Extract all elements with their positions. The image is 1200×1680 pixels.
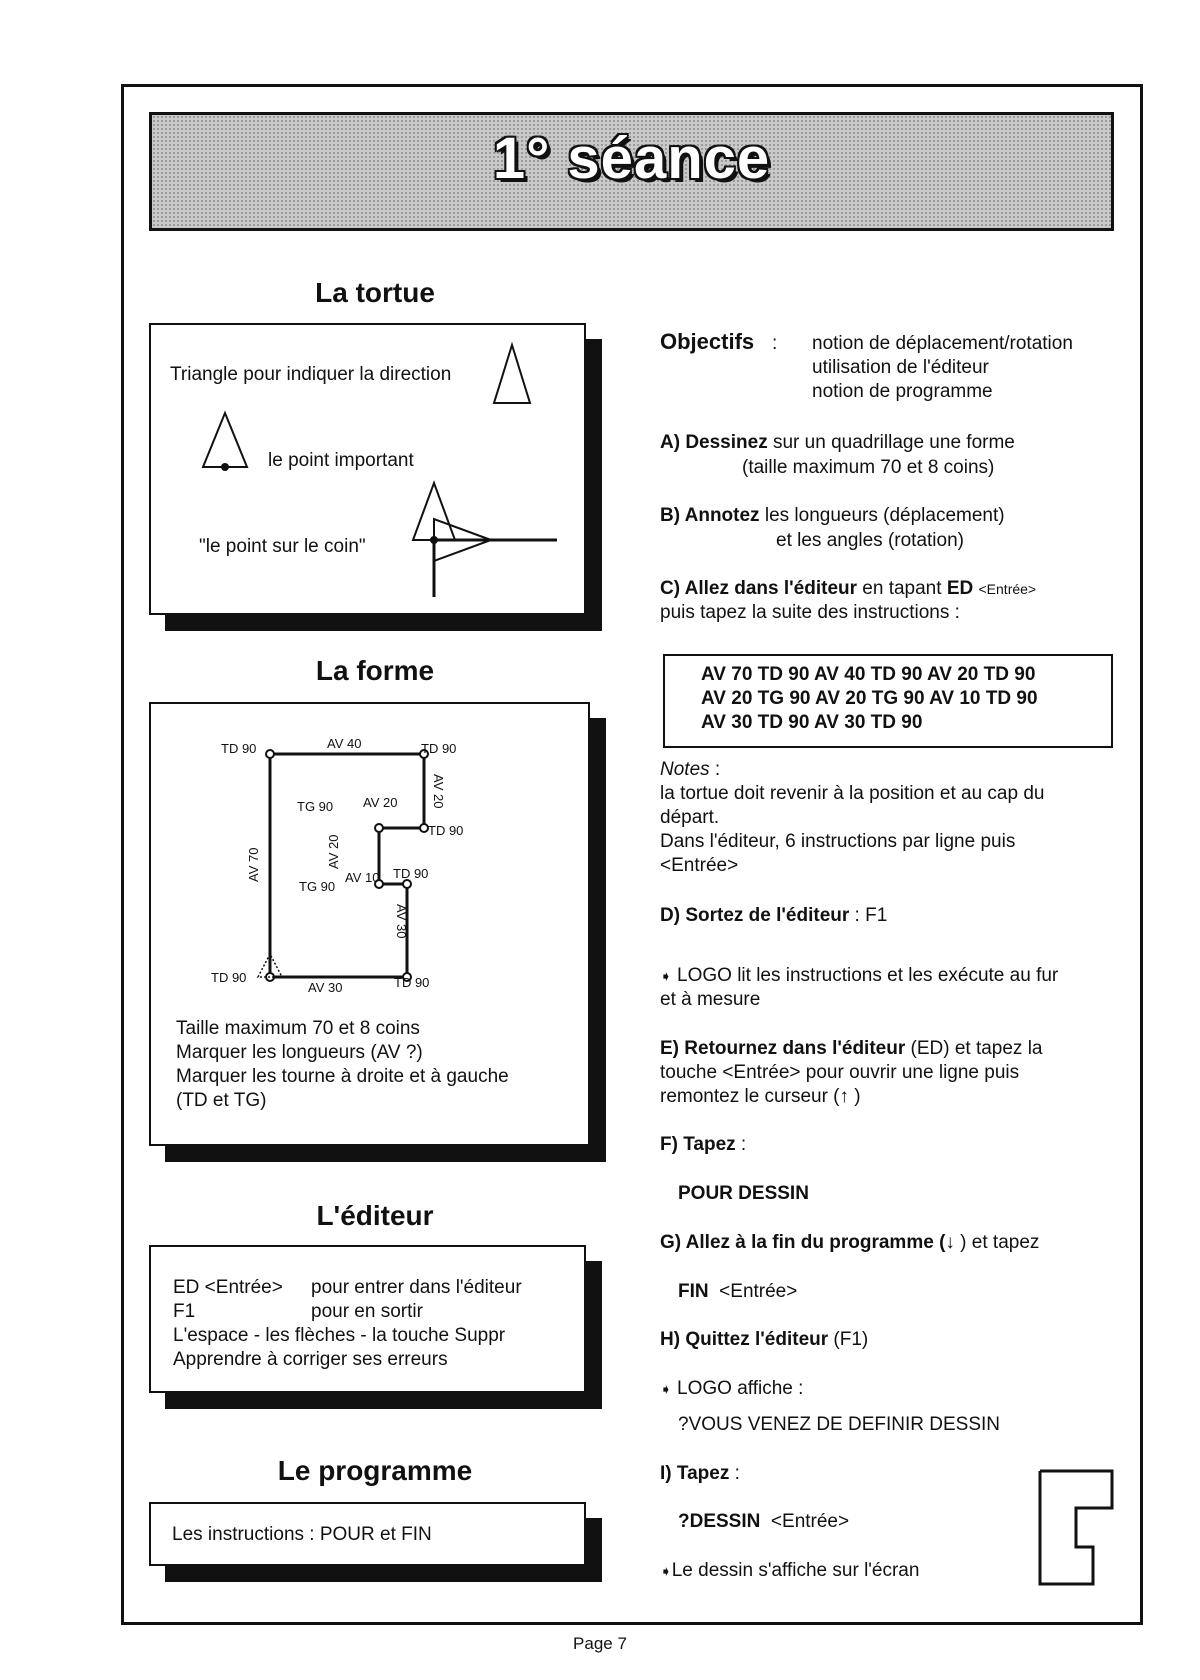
step-c xyxy=(660,577,1036,601)
corner-point-icon xyxy=(413,483,557,597)
programme-box xyxy=(149,1502,586,1566)
step-g xyxy=(660,1231,1039,1255)
title-banner xyxy=(149,112,1114,231)
editeur-key-2: F1 xyxy=(173,1301,196,1322)
label-av20-vertical-2: AV 20 xyxy=(326,834,341,869)
step-d-text: : F1 xyxy=(849,905,888,926)
forme-note-line: (TD et TG) xyxy=(176,1090,267,1111)
notes-line: la tortue doit revenir à la position et au cap du xyxy=(660,783,1045,804)
objectifs-label-text: Objectifs xyxy=(660,329,755,354)
label-av30-horizontal: AV 30 xyxy=(308,980,343,995)
tortue-box xyxy=(149,323,586,615)
label-av20-horizontal: AV 20 xyxy=(363,795,398,810)
step-d-label: D) Sortez de l'éditeur xyxy=(660,905,850,926)
pointer-icon: ➧ xyxy=(660,968,672,984)
fin-entree: <Entrée> xyxy=(719,1281,798,1302)
step-a-text-2: (taille maximum 70 et 8 coins) xyxy=(742,457,995,478)
objectif-item: notion de déplacement/rotation xyxy=(812,333,1073,354)
page-title: 1° séance xyxy=(492,126,771,191)
fin-line xyxy=(678,1280,797,1304)
forme-notes xyxy=(176,1017,509,1113)
step-i xyxy=(660,1462,740,1486)
notes-line: départ. xyxy=(660,807,720,828)
shape-diagram xyxy=(151,704,592,1004)
editeur-key-1: ED <Entrée> xyxy=(173,1277,283,1298)
label-td90-tr: TD 90 xyxy=(421,741,457,756)
step-a xyxy=(660,431,1015,455)
notes-label: Notes xyxy=(660,759,710,780)
label-td90-bl: TD 90 xyxy=(211,970,247,985)
direction-triangle-icon xyxy=(494,345,530,403)
editeur-val-1: pour entrer dans l'éditeur xyxy=(311,1277,522,1298)
pointer-icon: ➧ xyxy=(660,1381,672,1397)
step-e-text: (ED) et tapez la xyxy=(905,1038,1043,1059)
step-c-text-2: puis tapez la suite des instructions : xyxy=(660,602,960,623)
corner-text: "le point sur le coin" xyxy=(199,536,366,557)
step-c-text: en tapant xyxy=(857,578,947,599)
notes-line: Dans l'éditeur, 6 instructions par ligne puis xyxy=(660,831,1016,852)
step-a-text: sur un quadrillage une forme xyxy=(767,432,1015,453)
label-td90-tl: TD 90 xyxy=(221,741,257,756)
pointer-icon: ➧ xyxy=(660,1563,672,1579)
editeur-val-2: pour en sortir xyxy=(311,1301,423,1322)
logo-note-2 xyxy=(660,1377,803,1401)
label-tg90-b: TG 90 xyxy=(299,879,336,894)
step-h-text: (F1) xyxy=(828,1329,869,1350)
forme-note-line: Marquer les tourne à droite et à gauche xyxy=(176,1066,509,1087)
step-c-label: C) Allez dans l'éditeur xyxy=(660,578,858,599)
forme-note-line: Marquer les longueurs (AV ?) xyxy=(176,1042,423,1063)
step-e xyxy=(660,1037,1043,1109)
label-td90-m: TD 90 xyxy=(393,866,429,881)
step-b-text: les longueurs (déplacement) xyxy=(759,505,1005,526)
code-line: AV 20 TG 90 AV 20 TG 90 AV 10 TD 90 xyxy=(701,688,1038,709)
label-av20-vertical: AV 20 xyxy=(431,774,446,809)
logo-note-1-line-2: et à mesure xyxy=(660,989,761,1010)
point-text: le point important xyxy=(268,450,414,471)
step-c-entree: <Entrée> xyxy=(978,581,1037,597)
label-tg90-a: TG 90 xyxy=(297,799,334,814)
corner-marker xyxy=(266,750,274,758)
objectifs-label xyxy=(660,330,754,354)
dessin-line xyxy=(678,1510,849,1534)
step-e-close: ) xyxy=(849,1086,861,1107)
objectifs-colon: : xyxy=(772,333,778,354)
logo-note-1 xyxy=(660,964,1058,1012)
result-shape-icon xyxy=(1037,1468,1117,1588)
corner-marker xyxy=(420,824,428,832)
editeur-line-1: L'espace - les flèches - la touche Suppr xyxy=(173,1325,506,1346)
label-td90-br: TD 90 xyxy=(394,975,430,990)
step-a-label: A) Dessinez xyxy=(660,432,768,453)
notes-line: <Entrée> xyxy=(660,855,739,876)
logo-note-1-line-1: LOGO lit les instructions et les exécute au fur xyxy=(677,965,1059,986)
heading-editeur: L'éditeur xyxy=(316,1200,434,1231)
dessin-keyword: ?DESSIN xyxy=(678,1511,761,1532)
step-g-label: G) Allez à la fin du programme xyxy=(660,1232,934,1253)
turtle-illustrations xyxy=(151,325,588,617)
step-c-ed: ED xyxy=(946,578,974,599)
dessin-entree: <Entrée> xyxy=(770,1511,850,1532)
code-line: AV 70 TD 90 AV 40 TD 90 AV 20 TD 90 xyxy=(701,664,1036,685)
page-number: Page 7 xyxy=(573,1634,627,1653)
label-av40: AV 40 xyxy=(327,736,362,751)
notes-colon: : xyxy=(709,759,721,780)
code-box xyxy=(663,654,1113,748)
label-av10: AV 10 xyxy=(345,870,380,885)
label-av30-vertical: AV 30 xyxy=(394,904,409,939)
step-e-label: E) Retournez dans l'éditeur xyxy=(660,1038,906,1059)
editeur-line-2: Apprendre à corriger ses erreurs xyxy=(173,1349,448,1370)
vous-venez: ?VOUS VENEZ DE DEFINIR DESSIN xyxy=(678,1414,1001,1435)
arrow-up-icon: ↑ xyxy=(839,1086,850,1107)
code-line: AV 30 TD 90 AV 30 TD 90 xyxy=(701,712,923,733)
notes-heading xyxy=(660,758,720,782)
step-e-line-2: touche <Entrée> pour ouvrir une ligne puis xyxy=(660,1062,1020,1083)
forme-note-line: Taille maximum 70 et 8 coins xyxy=(176,1018,420,1039)
notes-body xyxy=(660,782,1044,878)
heading-forme: La forme xyxy=(315,655,435,686)
logo-note-2-text: LOGO affiche : xyxy=(677,1378,804,1399)
programme-text: Les instructions : POUR et FIN xyxy=(172,1524,432,1545)
step-i-colon: : xyxy=(729,1463,740,1484)
heading-tortue: La tortue xyxy=(315,277,435,308)
step-f-colon: : xyxy=(735,1134,747,1155)
step-g-text: ) et tapez xyxy=(954,1232,1040,1253)
label-av70: AV 70 xyxy=(246,847,261,882)
objectif-item: utilisation de l'éditeur xyxy=(812,357,989,378)
final-note xyxy=(660,1559,919,1583)
step-h xyxy=(660,1328,868,1352)
direction-text: Triangle pour indiquer la direction xyxy=(170,364,452,385)
editeur-box xyxy=(149,1245,586,1393)
step-b-label: B) Annotez xyxy=(660,505,760,526)
fin-keyword: FIN xyxy=(678,1281,709,1302)
objectif-item: notion de programme xyxy=(812,381,993,402)
important-point-triangle-icon xyxy=(203,413,247,471)
step-e-line-3: remontez le curseur ( xyxy=(660,1086,840,1107)
corner-marker xyxy=(403,880,411,888)
step-h-label: H) Quittez l'éditeur xyxy=(660,1329,829,1350)
pour-dessin: POUR DESSIN xyxy=(678,1183,809,1204)
step-b xyxy=(660,504,1005,528)
final-text: Le dessin s'affiche sur l'écran xyxy=(671,1560,920,1581)
step-d xyxy=(660,904,887,928)
step-i-label: I) Tapez xyxy=(660,1463,730,1484)
label-td90-mr: TD 90 xyxy=(428,823,464,838)
objectifs-list xyxy=(812,332,1073,404)
step-f xyxy=(660,1133,746,1157)
forme-box xyxy=(149,702,590,1146)
step-g-open: ( xyxy=(933,1232,946,1253)
step-b-text-2: et les angles (rotation) xyxy=(776,530,964,551)
corner-marker xyxy=(375,824,383,832)
heading-programme: Le programme xyxy=(277,1455,473,1486)
step-f-label: F) Tapez xyxy=(660,1134,736,1155)
arrow-down-icon: ↓ xyxy=(945,1232,955,1253)
